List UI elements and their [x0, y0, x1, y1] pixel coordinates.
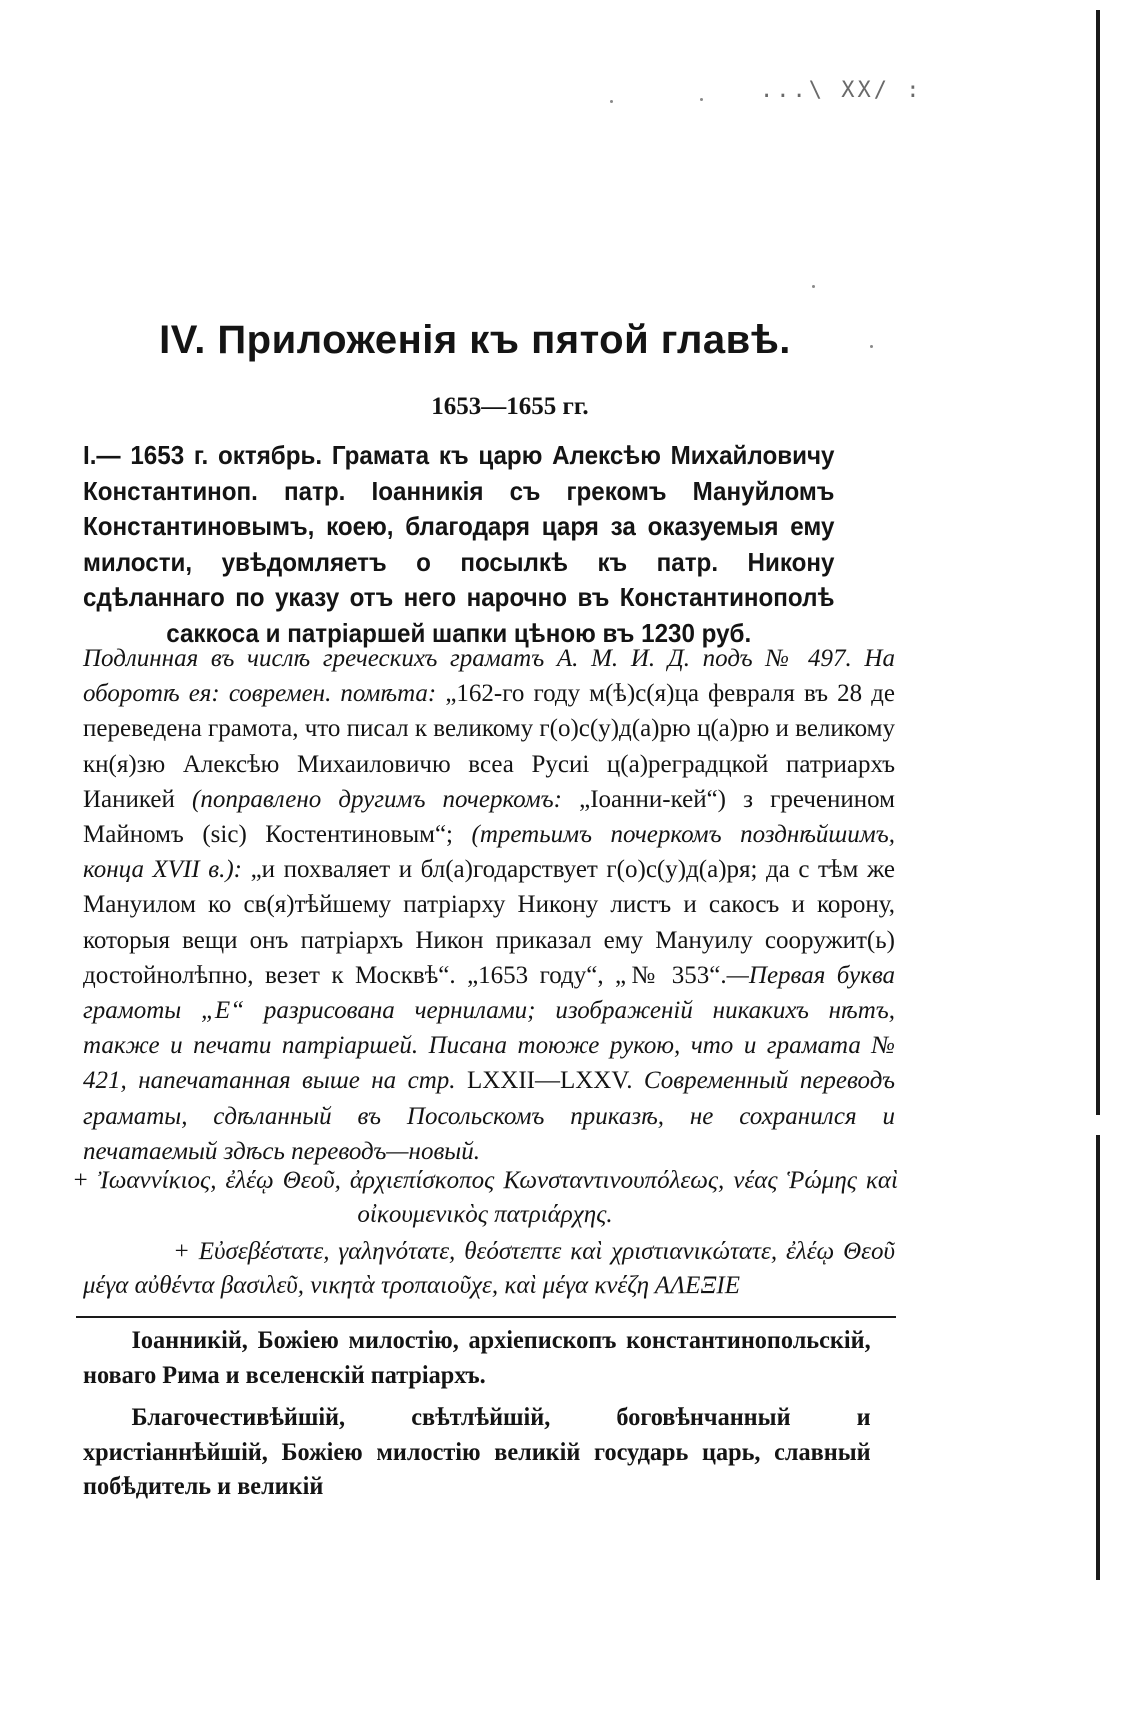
notes-quote-1: „162-го году м(ѣ)с(я)ца февраля въ 28 де переведена грамота, что писал к великому г(о)с(у)д(а)рю ц(а)рю и великому кн(я)зю Алексѣю Михаиловичю всеа Русиі ц(а)реградцкой патриархъ Ианикей	[83, 680, 895, 813]
scan-speck	[700, 98, 703, 101]
divider-rule	[76, 1316, 896, 1318]
archival-notes	[83, 641, 895, 1169]
notes-description: —Первая буква грамоты „Е“ разрисована чернилами; изображеній никакихъ нѣтъ, также и печати патріаршей. Писана тоюже рукою, что и грамата № 421, напечатанная выше на стр.	[83, 961, 895, 1095]
document-heading: I.— 1653 г. октябрь. Грамата къ царю Алексѣю Михайловичу Константиноп. патр. Іоанникія съ грекомъ Мануйломъ Константиновымъ, коею, благодаря царя за оказуемыя ему милости, увѣдомляетъ о посылкѣ къ патр. Никону сдѣланнаго по указу отъ него нарочно въ Константинополѣ саккоса и патріаршей шапки цѣною въ 1230 руб.	[83, 440, 835, 648]
section-title: IV. Приложенія къ пятой главѣ.	[159, 318, 791, 362]
archive-stamp: ...\ XX/ :	[760, 78, 923, 103]
russian-translation	[83, 1324, 871, 1513]
translation-paragraph-2: Благочестивѣйшій, свѣтлѣйшій, боговѣнчанный и христіаннѣйшій, Божіею милостію великій государь царь, славный побѣдитель и великій	[83, 1404, 871, 1500]
greek-address: + Εὐσεβέστατε, γαληνότατε, θεόστεπτε καὶ χριστιανικώτατε, ἐλέῳ Θεοῦ μέγα αὐθέντα βασιλεῦ, νικητὰ τροπαιοῦχε, καὶ μέγα κνέζη ΑΛΕΞΙΕ	[83, 1238, 895, 1299]
notes-page-ref: LXXII—LXXV.	[466, 1067, 633, 1095]
notes-remark-1: (поправлено другимъ почеркомъ:	[192, 785, 562, 813]
scan-speck	[610, 100, 613, 103]
greek-salutation: + Ἰωαννίκιος, ἐλέῳ Θεοῦ, ἀρχιεπίσκοπος Κωνσταντινουπόλεως, νέας Ῥώμης καὶ οἰκουμενικὸς πατριάρχης.	[72, 1167, 898, 1228]
section-years: 1653—1655 гг.	[431, 393, 589, 420]
scan-edge-line-lower	[1096, 1135, 1100, 1580]
notes-source: Подлинная въ числѣ греческихъ граматъ А. М. И. Д. подъ № 497. На оборотѣ ея: современ. помѣта:	[83, 645, 895, 708]
scan-edge-line	[1096, 10, 1100, 1115]
translation-paragraph-1: Іоанникій, Божіею милостію, архіепископъ константинопольскій, новаго Рима и вселенскій патріархъ.	[83, 1327, 871, 1389]
notes-quote-2: „Іоанни-кей“) з греченином Майномъ (sic) Костентиновым“;	[83, 785, 895, 849]
notes-remark-2: (третьимъ почеркомъ позднѣйшимъ, конца XVII в.):	[83, 821, 895, 884]
scan-speck	[812, 285, 815, 288]
notes-quote-3: „и похваляет и бл(а)годарствует г(о)с(у)д(а)ря; да с тѣм же Мануилом ко св(я)тѣйшему патріарху Никону листъ и сакосъ и корону, которыя вещи онъ патріархъ Никон приказал ему Мануилу сооружит(ь) достойнолѣпно, везет к Москвѣ“. „1653 году“, „№ 353“.	[83, 856, 895, 989]
notes-translation-remark: Современный переводъ граматы, сдѣланный въ Посольскомъ приказѣ, не сохранился и печатаемый здѣсь переводъ—новый.	[83, 1067, 895, 1165]
